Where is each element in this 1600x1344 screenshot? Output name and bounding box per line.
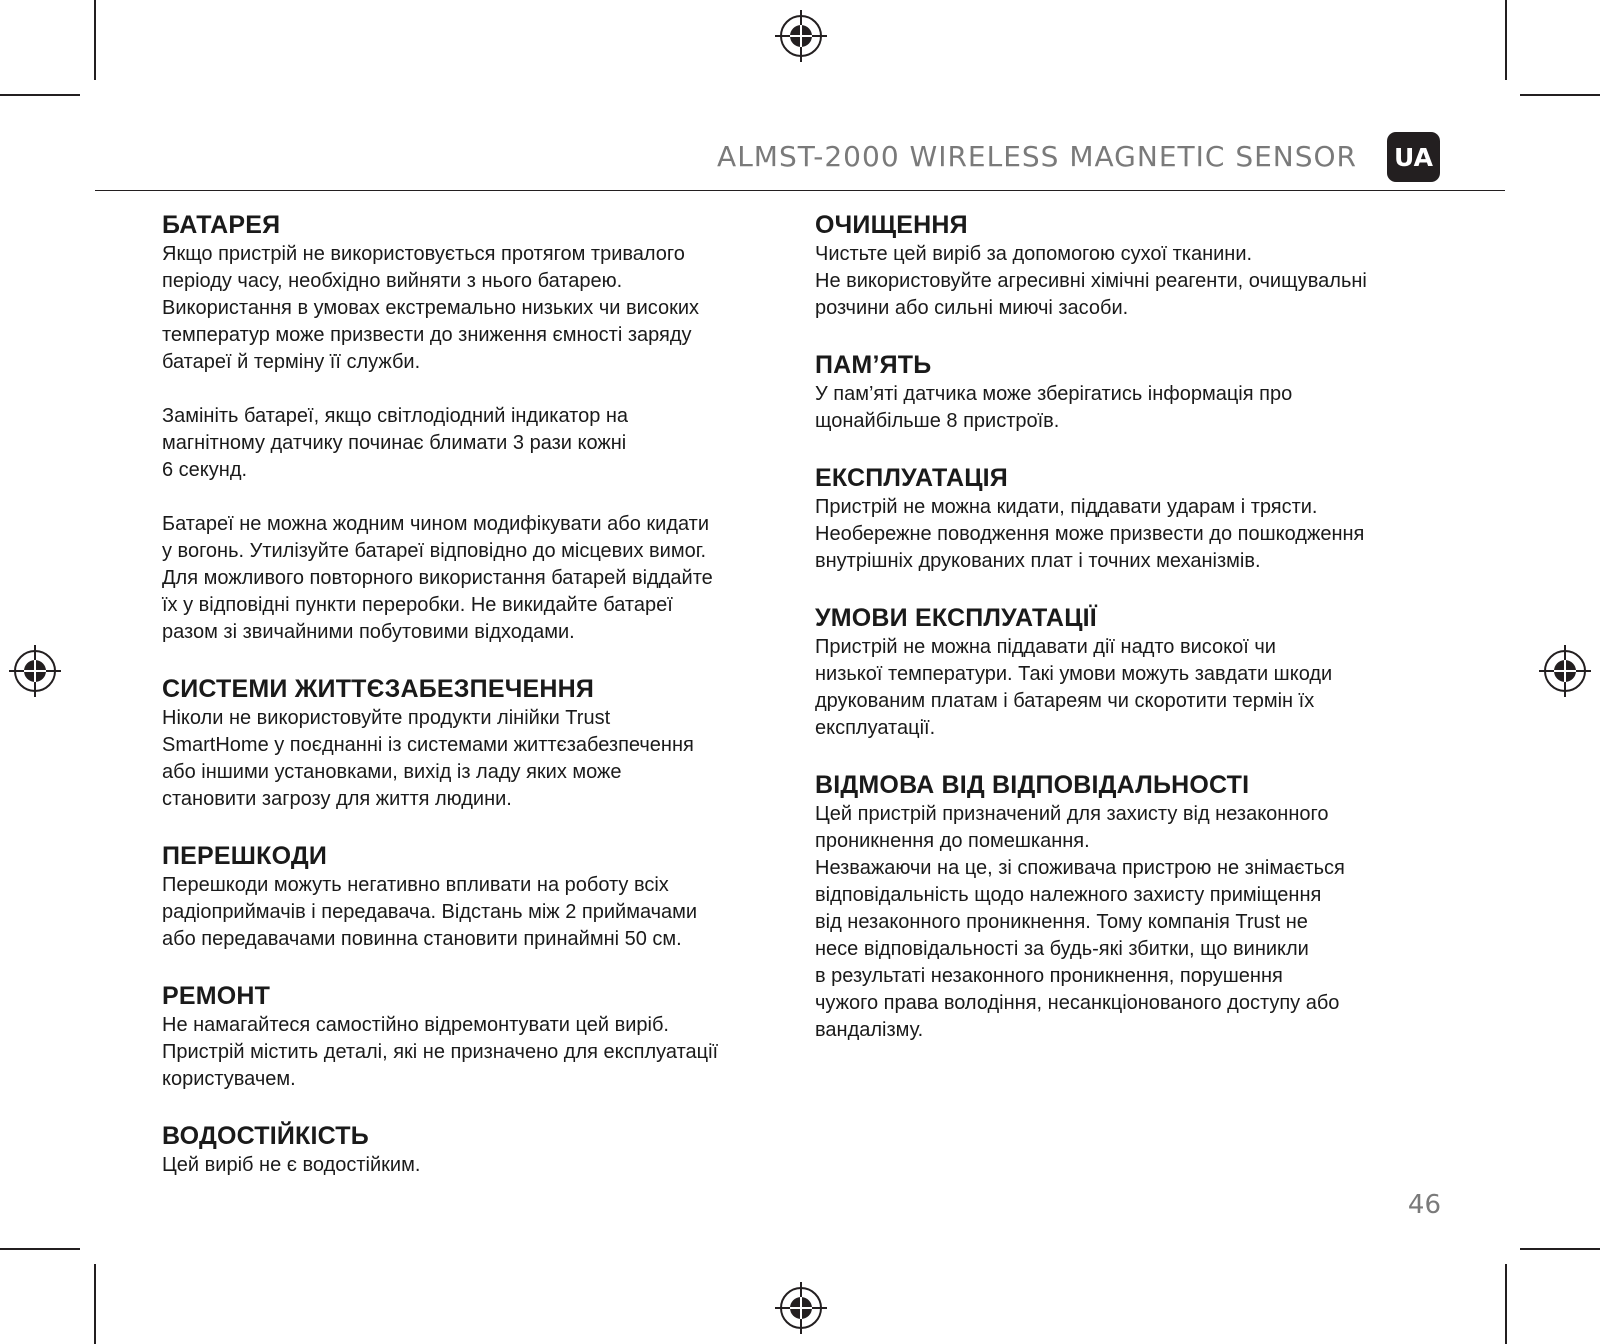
- page-header: [95, 128, 1505, 191]
- document-section: [162, 209, 802, 646]
- body-text-line: Замініть батареї, якщо світлодіодний індикатор на: [162, 405, 629, 427]
- body-text-line: Цей пристрій призначений для захисту від незаконного: [815, 803, 1329, 825]
- body-text-line: Необережне поводження може призвести до пошкодження: [815, 523, 1365, 545]
- body-text-line: Пристрій не можна піддавати дії надто високої чи: [815, 636, 1276, 658]
- body-text-line: Пристрій містить деталі, які не призначено для експлуатації: [162, 1041, 719, 1063]
- section-heading: ОЧИЩЕННЯ: [815, 211, 968, 239]
- document-section: [815, 349, 1475, 435]
- document-section: [815, 602, 1475, 742]
- document-section: [815, 462, 1475, 575]
- body-text-line: вандалізму.: [815, 1019, 924, 1041]
- body-text-line: батареї й терміну її служби.: [162, 351, 421, 373]
- body-text-line: Перешкоди можуть негативно впливати на роботу всіх: [162, 874, 669, 896]
- registration-mark-icon: [7, 643, 63, 699]
- body-text-line: відповідальність щодо належного захисту приміщення: [815, 884, 1322, 906]
- left-column: [162, 209, 802, 1179]
- body-text-line: Батареї не можна жодним чином модифікувати або кидати: [162, 513, 710, 535]
- section-heading: БАТАРЕЯ: [162, 211, 281, 239]
- document-section: [162, 1120, 802, 1179]
- body-text-line: Використання в умовах екстремально низьких чи високих: [162, 297, 700, 319]
- body-text-line: SmartHome у поєднанні із системами життєзабезпечення: [162, 734, 694, 756]
- section-heading: ЕКСПЛУАТАЦІЯ: [815, 464, 1008, 492]
- body-text-line: внутрішніх друкованих плат і точних механізмів.: [815, 550, 1261, 572]
- body-text-line: від незаконного проникнення. Тому компанія Trust не: [815, 911, 1308, 933]
- body-text-line: розчини або сильні миючі засоби.: [815, 297, 1129, 319]
- body-text-line: У пам’яті датчика може зберігатись інформація про: [815, 383, 1293, 405]
- crop-mark: [0, 1248, 80, 1250]
- body-text-line: Якщо пристрій не використовується протягом тривалого: [162, 243, 685, 265]
- language-badge: UA: [1387, 132, 1440, 182]
- crop-mark: [94, 1264, 96, 1344]
- body-text-line: користувачем.: [162, 1068, 296, 1090]
- body-text-line: Не намагайтеся самостійно відремонтувати цей виріб.: [162, 1014, 669, 1036]
- body-text-line: разом зі звичайними побутовими відходами.: [162, 621, 575, 643]
- registration-mark-icon: [773, 8, 829, 64]
- crop-mark: [1520, 94, 1600, 96]
- document-section: [162, 980, 802, 1093]
- body-text-line: становити загрозу для життя людини.: [162, 788, 512, 810]
- body-text-line: або передавачами повинна становити принаймні 50 см.: [162, 928, 682, 950]
- crop-mark: [1505, 1264, 1507, 1344]
- header-title: ALMST-2000 WIRELESS MAGNETIC SENSOR: [717, 140, 1357, 173]
- crop-mark: [1505, 0, 1507, 80]
- section-heading: РЕМОНТ: [162, 982, 271, 1010]
- crop-mark: [1520, 1248, 1600, 1250]
- document-section: [162, 673, 802, 813]
- page-number: 46: [1407, 1190, 1441, 1220]
- section-heading: ПАМ’ЯТЬ: [815, 351, 932, 379]
- body-text-line: Незважаючи на це, зі споживача пристрою не знімається: [815, 857, 1345, 879]
- document-section: [815, 209, 1475, 322]
- body-text-line: друкованим платам і батареям чи скоротити термін їх: [815, 690, 1315, 712]
- body-text-line: чужого права володіння, несанкціонованого доступу або: [815, 992, 1340, 1014]
- crop-mark: [0, 94, 80, 96]
- registration-mark-icon: [773, 1280, 829, 1336]
- section-heading: ПЕРЕШКОДИ: [162, 842, 328, 870]
- body-text-line: періоду часу, необхідно вийняти з нього батарею.: [162, 270, 623, 292]
- section-heading: СИСТЕМИ ЖИТТЄЗАБЕЗПЕЧЕННЯ: [162, 675, 595, 703]
- body-text-line: Ніколи не використовуйте продукти лінійки Trust: [162, 707, 611, 729]
- registration-mark-icon: [1537, 643, 1593, 699]
- body-text-line: Чистьте цей виріб за допомогою сухої тканини.: [815, 243, 1253, 265]
- section-heading: ВІДМОВА ВІД ВІДПОВІДАЛЬНОСТІ: [815, 771, 1250, 799]
- body-text-line: магнітному датчику починає блимати 3 рази кожні: [162, 432, 627, 454]
- document-section: [162, 840, 802, 953]
- body-text-line: Не використовуйте агресивні хімічні реагенти, очищувальні: [815, 270, 1367, 292]
- body-text-line: температур може призвести до зниження ємності заряду: [162, 324, 692, 346]
- body-text-line: щонайбільше 8 пристроїв.: [815, 410, 1060, 432]
- document-section: [815, 769, 1475, 1044]
- section-heading: УМОВИ ЕКСПЛУАТАЦІЇ: [815, 604, 1097, 632]
- body-text-line: 6 секунд.: [162, 459, 248, 481]
- body-text-line: радіоприймачів і передавача. Відстань між 2 приймачами: [162, 901, 698, 923]
- body-text-line: експлуатації.: [815, 717, 936, 739]
- body-text-line: в результаті незаконного проникнення, порушення: [815, 965, 1283, 987]
- right-column: [815, 209, 1475, 1044]
- body-text-line: або іншими установками, вихід із ладу яких може: [162, 761, 622, 783]
- body-text-line: Пристрій не можна кидати, піддавати ударам і трясти.: [815, 496, 1318, 518]
- body-text-line: у вогонь. Утилізуйте батареї відповідно до місцевих вимог.: [162, 540, 707, 562]
- body-text-line: низької температури. Такі умови можуть завдати шкоди: [815, 663, 1333, 685]
- section-heading: ВОДОСТІЙКІСТЬ: [162, 1122, 369, 1150]
- body-text-line: проникнення до помешкання.: [815, 830, 1090, 852]
- crop-mark: [94, 0, 96, 80]
- body-text-line: несе відповідальності за будь-які збитки, що виникли: [815, 938, 1309, 960]
- body-text-line: Для можливого повторного використання батарей віддайте: [162, 567, 713, 589]
- body-text-line: їх у відповідні пункти переробки. Не викидайте батареї: [162, 594, 673, 616]
- body-text-line: Цей виріб не є водостійким.: [162, 1154, 421, 1176]
